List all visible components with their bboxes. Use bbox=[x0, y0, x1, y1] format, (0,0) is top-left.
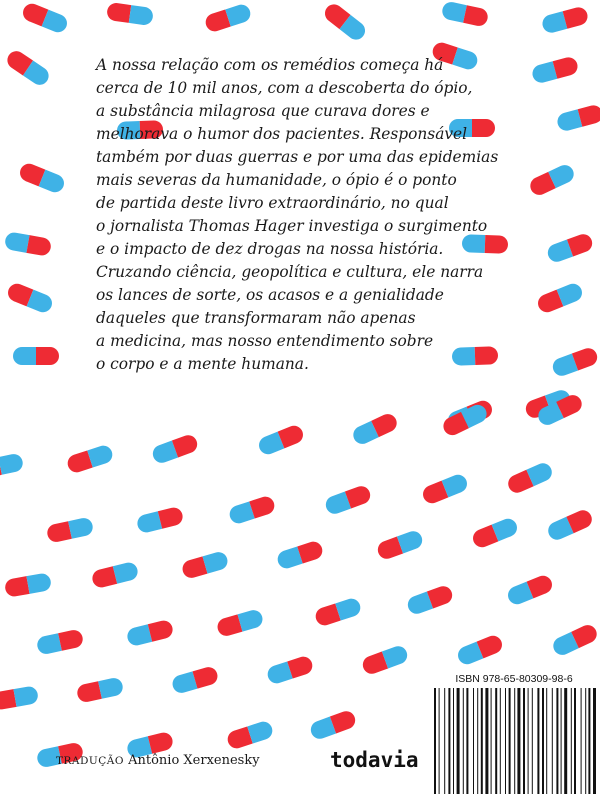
capsule-pill-icon bbox=[420, 472, 469, 506]
capsule-pill-icon bbox=[545, 507, 594, 542]
blurb-line: daqueles que transformaram não apenas bbox=[96, 309, 416, 327]
blurb-line: Cruzando ciência, geopolítica e cultura, ele narra bbox=[96, 263, 484, 281]
blurb-line: cerca de 10 mil anos, com a descoberta do ópio, bbox=[96, 79, 473, 97]
capsule-pill-icon bbox=[375, 529, 424, 562]
blurb-line: mais severas da humanidade, o ópio é o ponto bbox=[96, 171, 457, 189]
capsule-pill-icon bbox=[470, 516, 519, 550]
capsule-pill-icon bbox=[225, 719, 274, 750]
capsule-pill-icon bbox=[545, 232, 594, 265]
capsule-pill-icon bbox=[227, 494, 276, 525]
capsule-pill-icon bbox=[550, 346, 599, 379]
capsule-pill-icon bbox=[203, 2, 252, 33]
capsule-pill-icon bbox=[530, 55, 579, 84]
capsule-pill-icon bbox=[455, 633, 504, 667]
capsule-pill-icon bbox=[256, 423, 305, 457]
blurb-line: de partida deste livro extraordinário, no qual bbox=[96, 194, 449, 212]
credit-role: TRADUÇÃO bbox=[56, 755, 124, 767]
capsule-pill-icon bbox=[313, 596, 362, 627]
capsule-pill-icon bbox=[106, 2, 154, 26]
capsule-pill-icon bbox=[126, 619, 175, 648]
capsule-pill-icon bbox=[20, 1, 69, 35]
blurb-line: A nossa relação com os remédios começa há bbox=[96, 56, 444, 74]
blurb-line: o jornalista Thomas Hager investiga o surgimento bbox=[96, 217, 488, 235]
capsule-pill-icon bbox=[275, 539, 324, 570]
blurb-line: a medicina, mas nosso entendimento sobre bbox=[96, 332, 434, 350]
capsule-pill-icon bbox=[170, 665, 219, 695]
capsule-pill-icon bbox=[76, 676, 125, 703]
capsule-pill-icon bbox=[17, 161, 66, 195]
capsule-pill-icon bbox=[0, 452, 24, 479]
capsule-pill-icon bbox=[4, 572, 52, 598]
capsule-pill-icon bbox=[150, 433, 199, 466]
translator-credit bbox=[56, 753, 260, 768]
barcode-panel bbox=[428, 672, 600, 800]
capsule-pill-icon bbox=[321, 1, 368, 44]
capsule-pill-icon bbox=[360, 644, 409, 677]
blurb-line: também por duas guerras e por uma das epidemias bbox=[96, 148, 499, 166]
back-cover-blurb bbox=[96, 54, 536, 376]
capsule-pill-icon bbox=[505, 573, 554, 607]
capsule-pill-icon bbox=[405, 584, 454, 617]
capsule-pill-icon bbox=[136, 506, 185, 535]
capsule-pill-icon bbox=[555, 103, 600, 132]
capsule-pill-icon bbox=[91, 561, 140, 590]
capsule-pill-icon bbox=[505, 460, 554, 495]
capsule-pill-icon bbox=[308, 709, 357, 742]
blurb-line: os lances de sorte, os acasos e a genialidade bbox=[96, 286, 444, 304]
publisher-logo: todavia bbox=[330, 748, 419, 772]
capsule-pill-icon bbox=[46, 516, 95, 543]
blurb-line: a substância milagrosa que curava dores e bbox=[96, 102, 430, 120]
capsule-pill-icon bbox=[13, 347, 59, 365]
capsule-pill-icon bbox=[350, 411, 399, 447]
translator-name: Antônio Xerxenesky bbox=[128, 753, 260, 768]
blurb-line: e o impacto de dez drogas na nossa história. bbox=[96, 240, 444, 258]
capsule-pill-icon bbox=[180, 550, 229, 580]
capsule-pill-icon bbox=[65, 443, 114, 474]
blurb-line: melhorava o humor dos pacientes. Responsável bbox=[96, 125, 468, 143]
capsule-pill-icon bbox=[36, 628, 85, 655]
capsule-pill-icon bbox=[4, 231, 52, 257]
blurb-line: o corpo e a mente humana. bbox=[96, 355, 309, 373]
capsule-pill-icon bbox=[323, 484, 372, 517]
capsule-pill-icon bbox=[0, 685, 39, 711]
isbn-text: ISBN 978-65-80309-98-6 bbox=[455, 673, 573, 685]
capsule-pill-icon bbox=[540, 5, 589, 34]
isbn-barcode bbox=[430, 688, 598, 796]
capsule-pill-icon bbox=[440, 402, 489, 438]
capsule-pill-icon bbox=[550, 622, 599, 658]
capsule-pill-icon bbox=[5, 281, 54, 315]
capsule-pill-icon bbox=[215, 608, 264, 638]
capsule-pill-icon bbox=[535, 281, 584, 315]
capsule-pill-icon bbox=[265, 654, 314, 685]
capsule-pill-icon bbox=[4, 48, 52, 89]
capsule-pill-icon bbox=[441, 0, 490, 27]
